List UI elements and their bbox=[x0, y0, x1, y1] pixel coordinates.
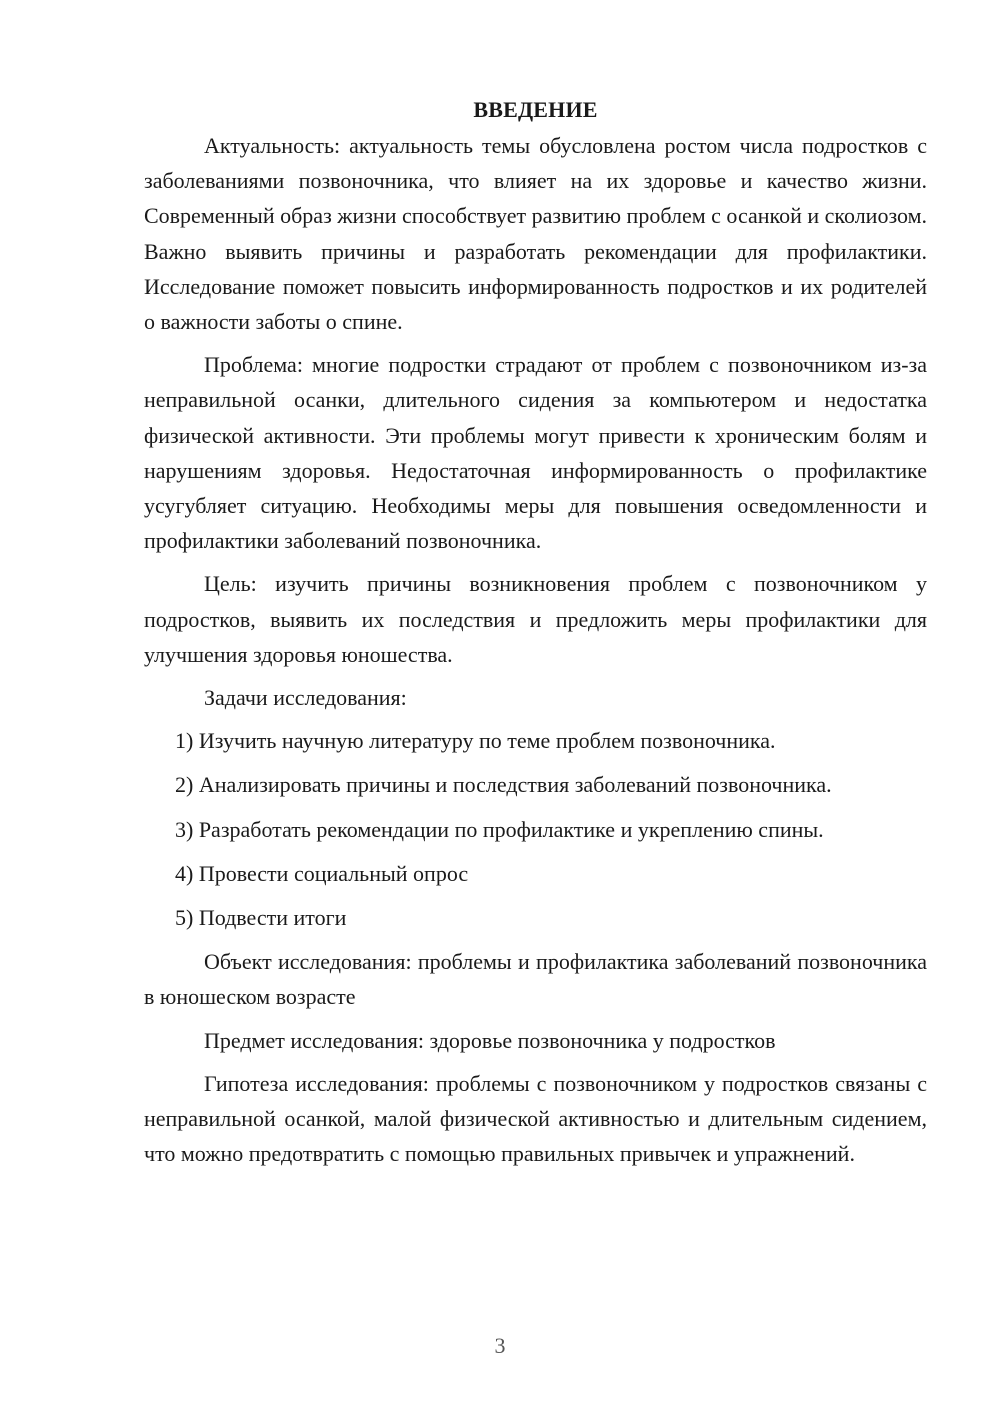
task-item-3: 3) Разработать рекомендации по профилактике и укреплению спины. bbox=[175, 816, 824, 842]
paragraph-goal: Цель: изучить причины возникновения проблем с позвоночником у подростков, выявить их последствия и предложить меры профилактики для улучшения здоровья юношества. bbox=[144, 571, 927, 667]
tasks-title: Задачи исследования: bbox=[204, 685, 407, 711]
paragraph-relevance: Актуальность: актуальность темы обусловлена ростом числа подростков с заболеваниями позвоночника, что влияет на их здоровье и качество жизни. Современный образ жизни способствует развитию проблем с осанкой и сколиозом. Важно выявить причины и разработать рекомендации для профилактики. Исследование поможет повысить информированность подростков и их родителей о важности заботы о спине. bbox=[144, 133, 928, 335]
paragraph-object: Объект исследования: проблемы и профилактика заболеваний позвоночника в юношеском возрасте bbox=[144, 949, 927, 1010]
page-number: 3 bbox=[494, 1333, 506, 1358]
task-item-5: 5) Подвести итоги bbox=[175, 905, 347, 931]
task-item-1: 1) Изучить научную литературу по теме проблем позвоночника. bbox=[175, 728, 776, 754]
paragraph-hypothesis: Гипотеза исследования: проблемы с позвоночником у подростков связаны с неправильной осанкой, малой физической активностью и длительным сидением, что можно предотвратить с помощью правильных привычек и упражнений. bbox=[144, 1070, 927, 1167]
section-heading: ВВЕДЕНИЕ bbox=[473, 97, 598, 122]
paragraph-problem: Проблема: многие подростки страдают от проблем с позвоночником из-за неправильной осанки, длительного сидения за компьютером и недостатка физической активности. Эти проблемы могут привести к хроническим болям и нарушениям здоровья. Недостаточная информированность о профилактике усугубляет ситуацию. Необходимы меры для повышения осведомленности и профилактики заболеваний позвоночника. bbox=[144, 352, 927, 554]
task-item-4: 4) Провести социальный опрос bbox=[175, 860, 469, 886]
paragraph-subject: Предмет исследования: здоровье позвоночника у подростков bbox=[204, 1027, 776, 1053]
task-item-2: 2) Анализировать причины и последствия заболеваний позвоночника. bbox=[175, 772, 832, 798]
document-page bbox=[144, 92, 927, 1179]
